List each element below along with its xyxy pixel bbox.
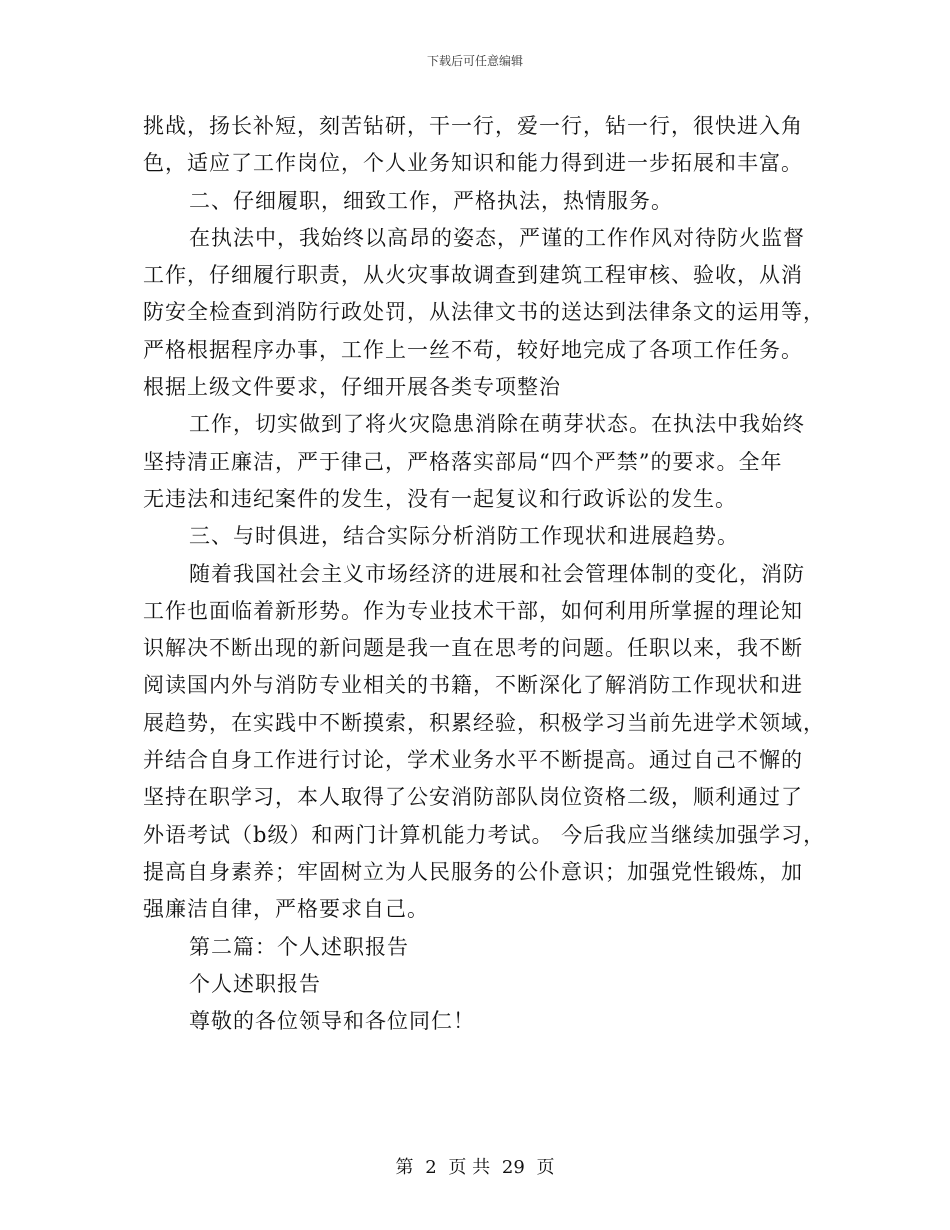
text-line: 强廉洁自律，严格要求自己。 [143,897,429,922]
text-line: 外语考试（b级）和两门计算机能力考试。 今后我应当继续加强学习， [143,822,826,847]
text-line: 提高自身素养；牢固树立为人民服务的公仆意识；加强党性锻炼，加 [143,859,803,884]
text-line: 无违法和违纪案件的发生，没有一起复议和行政诉讼的发生。 [143,486,737,511]
text-line: 随着我国社会主义市场经济的进展和社会管理体制的变化，消防 [189,561,805,586]
text-line: 色，适应了工作岗位，个人业务知识和能力得到进一步拓展和丰富。 [143,151,803,176]
text-line: 并结合自身工作进行讨论，学术业务水平不断提高。通过自己不懈的 [143,748,803,773]
text-line: 严格根据程序办事，工作上一丝不苟，较好地完成了各项工作任务。 [143,337,803,362]
footer-suffix: 页 [536,1157,555,1178]
document-body [143,108,826,1040]
text-line: 工作也面临着新形势。作为专业技术干部，如何利用所掌握的理论知 [143,598,803,623]
text-line: 展趋势，在实践中不断摸索，积累经验，积极学习当前先进学术领域， [143,710,825,735]
page-header: 下载后可任意编辑 [426,54,523,68]
text-line: 防安全检查到消防行政处罚，从法律文书的送达到法律条文的运用等， [143,300,825,325]
section-heading: 三、与时俱进，结合实际分析消防工作现状和进展趋势。 [189,524,739,549]
text-line: 识解决不断出现的新问题是我一直在思考的问题。任职以来，我不断 [143,636,803,661]
text-line: 根据上级文件要求，仔细开展各类专项整治 [143,375,561,400]
text-line: 阅读国内外与消防专业相关的书籍，不断深化了解消防工作现状和进 [143,673,803,698]
section-heading: 二、仔细履职，细致工作，严格执法，热情服务。 [189,188,673,213]
text-line: 工作，切实做到了将火灾隐患消除在萌芽状态。在执法中我始终 [189,412,805,437]
total-page-count: 29 [501,1157,525,1178]
text-line: 坚持在职学习，本人取得了公安消防部队岗位资格二级，顺利通过了 [143,785,803,810]
report-title: 个人述职报告 [189,971,321,996]
chapter-title: 第二篇：个人述职报告 [189,934,409,959]
footer-prefix: 第 [395,1157,414,1178]
text-line: 坚持清正廉洁，严于律己，严格落实部局“四个严禁”的要求。全年 [143,449,783,474]
text-line: 在执法中，我始终以高昂的姿态，严谨的工作作风对待防火监督 [189,225,805,250]
current-page-number: 2 [425,1157,437,1178]
salutation: 尊敬的各位领导和各位同仁！ [189,1009,475,1034]
page-footer [0,1153,950,1179]
footer-middle: 页 共 [448,1157,491,1178]
text-line: 挑战，扬长补短，刻苦钻研，干一行，爱一行，钻一行，很快进入角 [143,114,803,138]
text-line: 工作，仔细履行职责，从火灾事故调查到建筑工程审核、验收，从消 [143,263,803,288]
